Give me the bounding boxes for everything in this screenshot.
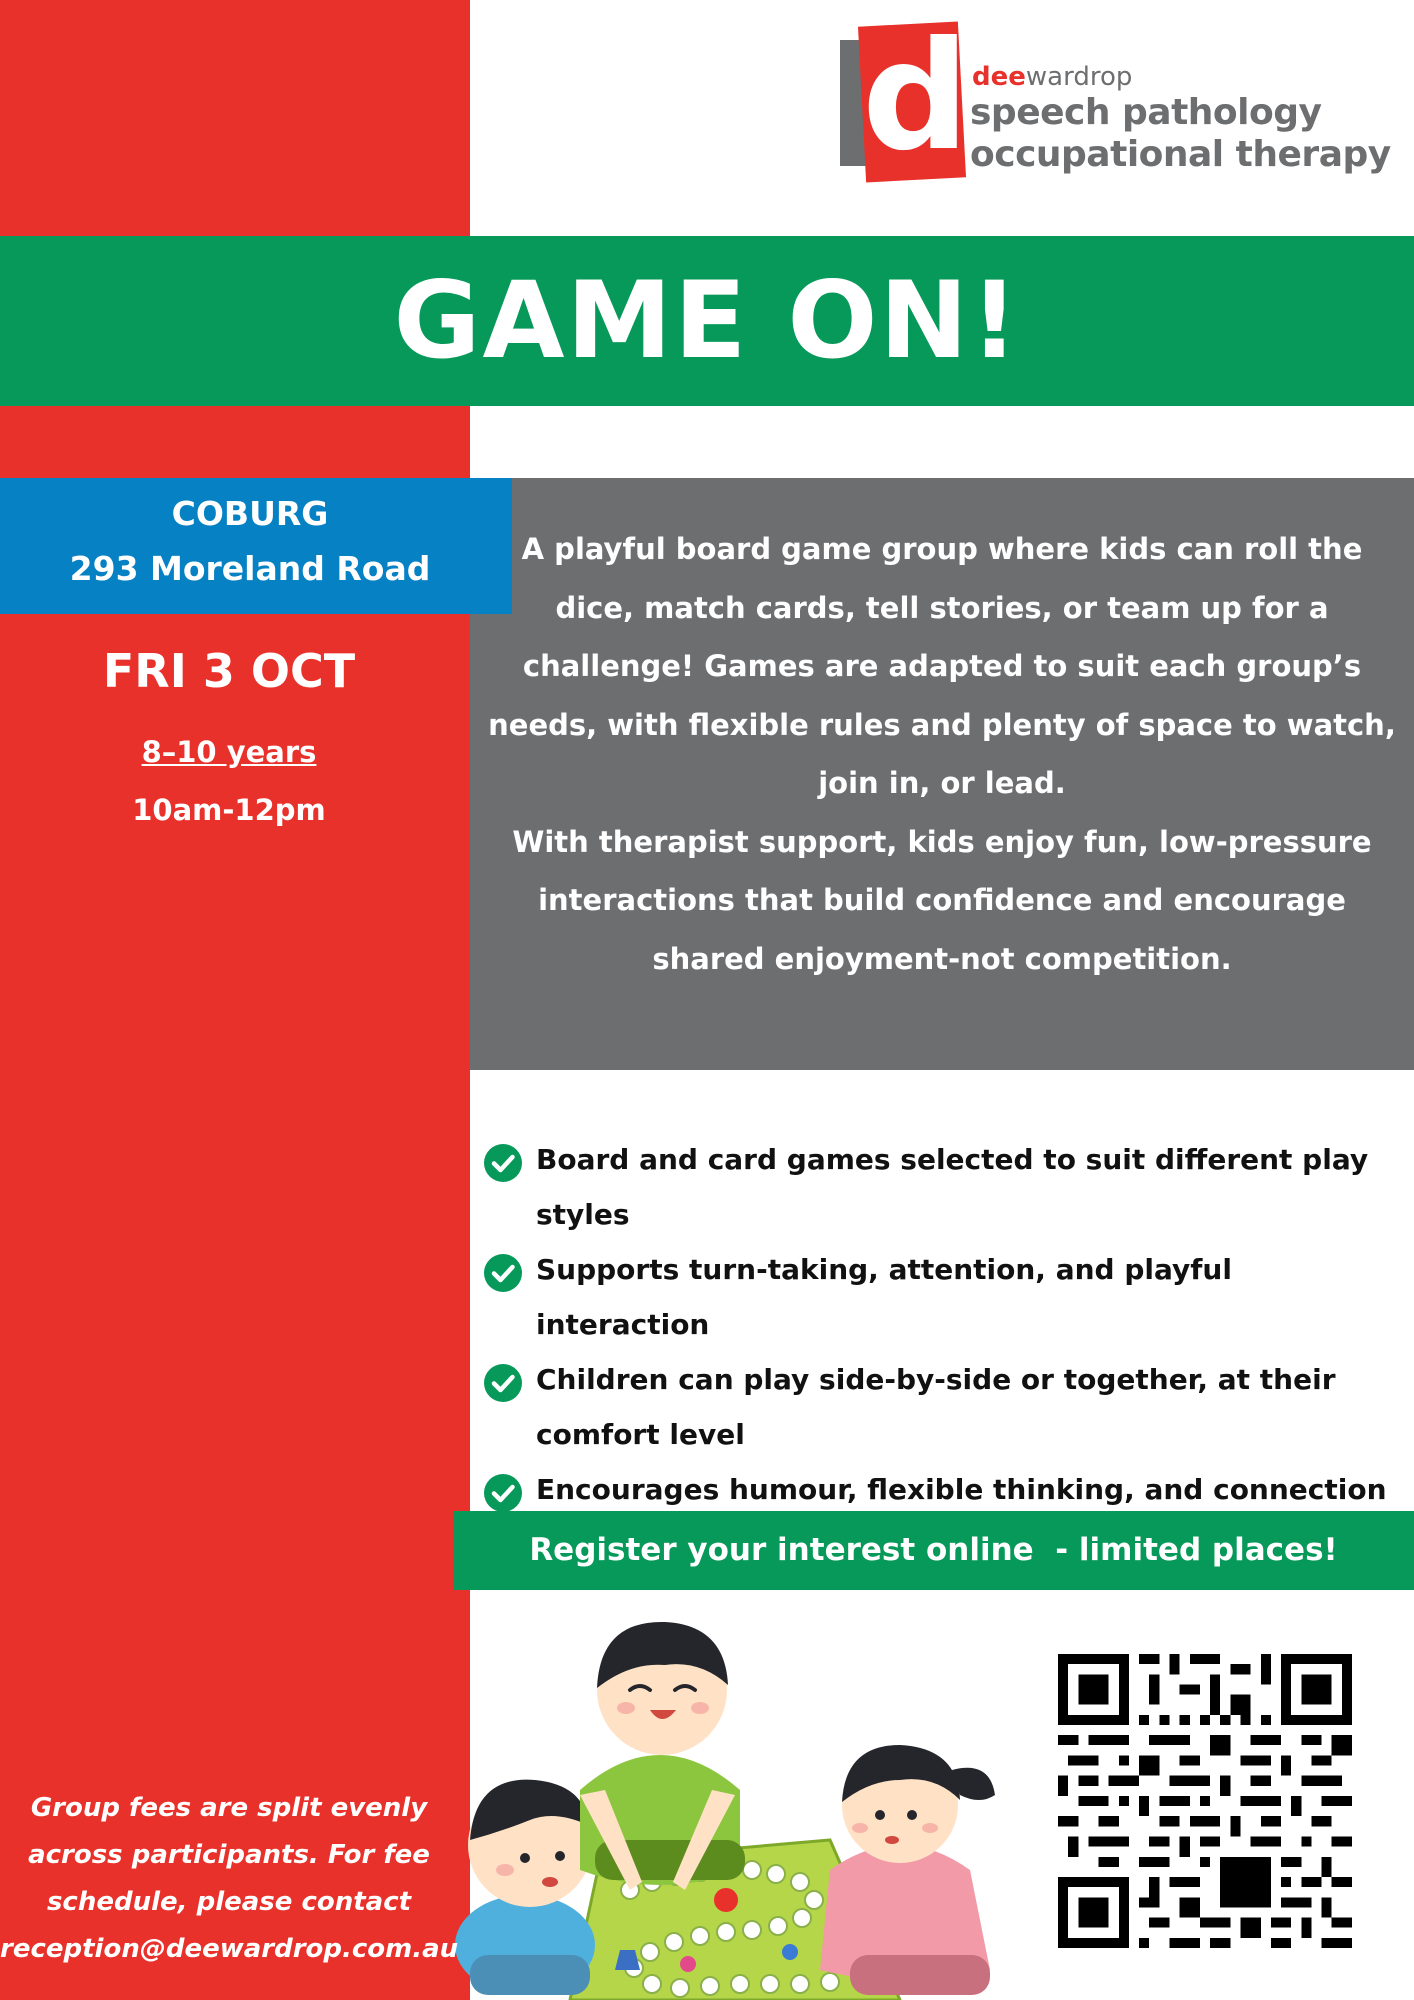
feature-text: Children can play side-by-side or together, at their comfort level [536,1363,1336,1451]
logo-tagline-ot: occupational therapy [970,134,1391,175]
kids-board-game-illustration [430,1570,1050,2000]
fees-note [0,1785,458,1973]
deewardrop-logo [822,10,1402,200]
fees-note-line: across participants. For fee [28,1840,430,1870]
description-text [470,520,1414,988]
session-age-range: 8–10 years [141,735,317,769]
feature-text: Board and card games selected to suit different play styles [536,1143,1369,1231]
logo-brand-name: deewardrop [972,62,1133,92]
description-line: challenge! Games are adapted to suit each group’s [522,649,1362,683]
logo-tagline-speech: speech pathology [970,92,1322,133]
check-circle-icon [484,1364,522,1402]
check-circle-icon [484,1254,522,1292]
reception-email-link[interactable]: reception@deewardrop.com.au [0,1934,459,1964]
feature-item [484,1242,1404,1352]
registration-qr-code[interactable] [1058,1654,1352,1948]
fees-note-line: Group fees are split evenly [30,1793,428,1823]
fees-note-line: schedule, please contact [46,1887,412,1917]
description-line: dice, match cards, tell stories, or team up for a [555,590,1329,625]
register-interest-text: Register your interest online - limited places! [529,1532,1338,1568]
features-list [484,1132,1404,1517]
description-line: needs, with flexible rules and plenty of space to watch, [488,707,1396,742]
check-circle-icon [484,1474,522,1512]
feature-item [484,1352,1404,1462]
page-title: GAME ON! [393,259,1021,382]
description-line: shared enjoyment-not competition. [652,941,1232,976]
feature-item [484,1462,1404,1517]
description-line: With therapist support, kids enjoy fun, low-pressure [512,824,1372,859]
feature-text: Encourages humour, flexible thinking, and connection [536,1473,1387,1506]
feature-text: Supports turn-taking, attention, and playful interaction [536,1253,1232,1341]
logo-letter: d [862,10,970,184]
feature-item [484,1132,1404,1242]
location-suburb: COBURG [171,494,329,533]
session-date: FRI 3 OCT [102,644,356,698]
session-time: 10am-12pm [132,793,326,827]
description-line: A playful board game group where kids can roll the [521,532,1363,566]
location-address: 293 Moreland Road [69,549,431,588]
description-line: interactions that build confidence and encourage [538,883,1346,917]
check-circle-icon [484,1144,522,1182]
description-line: join in, or lead. [818,766,1066,800]
